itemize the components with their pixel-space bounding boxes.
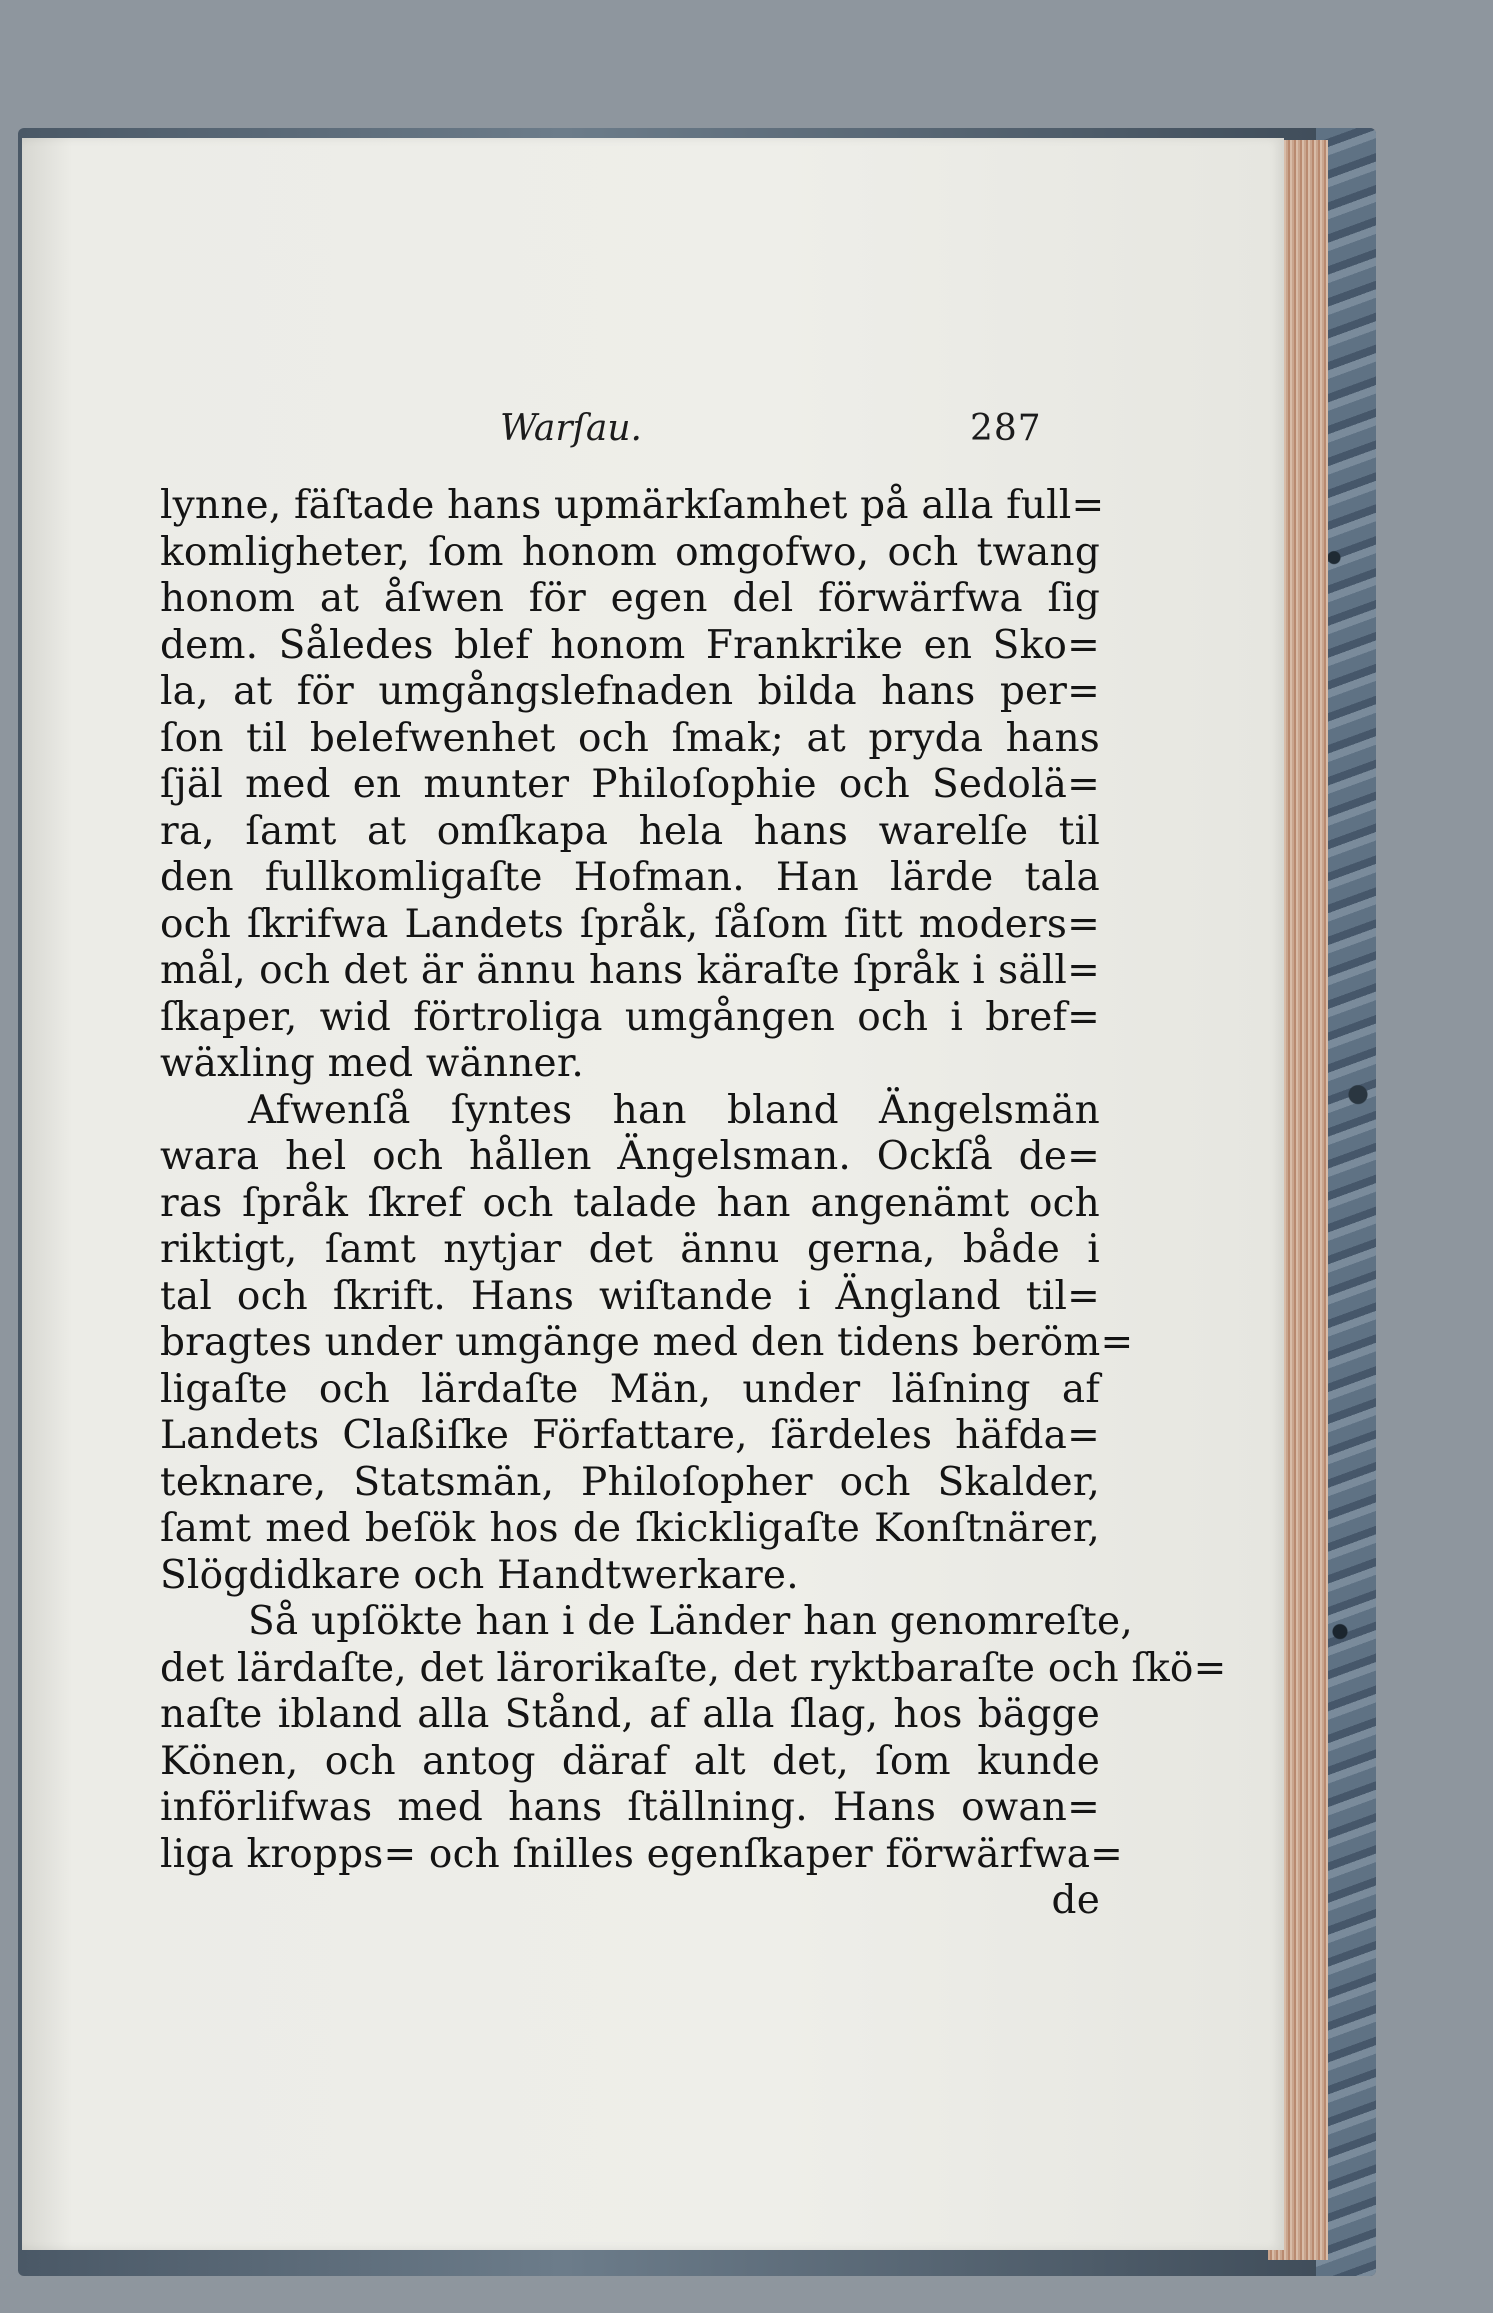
text-line: ra, ſamt at omſkapa hela hans warelſe til: [160, 808, 1100, 854]
catchword: de: [1051, 1878, 1100, 1923]
text-line: Afwenſå ſyntes han bland Ängelsmän: [248, 1087, 1100, 1133]
text-line: tal och ſkrift. Hans wiſtande i Ängland til=: [160, 1273, 1100, 1319]
text-line: ſamt med beſök hos de ſkickligaſte Konſtnärer,: [160, 1506, 1100, 1551]
text-line: liga kropps= och ſnilles egenſkaper förwärfwa=: [160, 1831, 1124, 1877]
text-line: ligaſte och lärdaſte Män, under läſning af: [160, 1366, 1100, 1412]
text-line: lynne, fäſtade hans upmärkſamhet på alla full=: [160, 483, 1105, 528]
text-line: komligheter, ſom honom omgofwo, och twang: [160, 529, 1100, 575]
text-line: wara hel och hållen Ängelsman. Ockſå de=: [160, 1134, 1100, 1179]
running-title: Warſau.: [500, 408, 642, 449]
text-line: Så upſökte han i de Länder han genomreſte,: [248, 1599, 1133, 1644]
text-line: mål, och det är ännu hans käraſte ſpråk i säll=: [160, 948, 1100, 993]
text-line: det lärdaſte, det lärorikaſte, det ryktbaraſte och ſkö=: [160, 1645, 1227, 1691]
book-page: [22, 138, 1284, 2250]
text-line: införlifwas med hans ſtällning. Hans owan=: [160, 1785, 1100, 1830]
text-line: ras ſpråk ſkref och talade han angenämt och: [160, 1180, 1100, 1226]
text-line: Könen, och antog däraf alt det, ſom kunde: [160, 1738, 1100, 1784]
page-number: 287: [970, 408, 1042, 449]
text-line: bragtes under umgänge med den tidens beröm=: [160, 1320, 1134, 1365]
text-line: Slögdidkare och Handtwerkare.: [160, 1552, 799, 1598]
text-line: ſon til belefwenhet och ſmak; at pryda hans: [160, 715, 1100, 761]
text-line: dem. Således blef honom Frankrike en Sko=: [160, 622, 1100, 668]
body-text: [160, 483, 1227, 1925]
text-line: honom at åſwen för egen del förwärfwa ſig: [160, 576, 1100, 621]
text-line: wäxling med wänner.: [160, 1041, 584, 1086]
text-line: Landets Claßiſke Författare, ſärdeles häfda=: [160, 1413, 1100, 1458]
text-line: la, at för umgångslefnaden bilda hans per=: [160, 669, 1100, 714]
text-line: ſkaper, wid förtroliga umgången och i bref=: [160, 994, 1100, 1040]
text-line: den fullkomligaſte Hofman. Han lärde tala: [160, 855, 1100, 900]
text-line: teknare, Statsmän, Philoſopher och Skalder,: [160, 1459, 1100, 1505]
text-line: ſjäl med en munter Philoſophie och Sedolä=: [160, 762, 1100, 807]
text-line: riktigt, ſamt nytjar det ännu gerna, både i: [160, 1227, 1100, 1272]
text-line: naſte ibland alla Stånd, af alla ſlag, hos bägge: [160, 1692, 1100, 1737]
text-line: och ſkrifwa Landets ſpråk, ſåſom ſitt moders=: [160, 901, 1100, 947]
